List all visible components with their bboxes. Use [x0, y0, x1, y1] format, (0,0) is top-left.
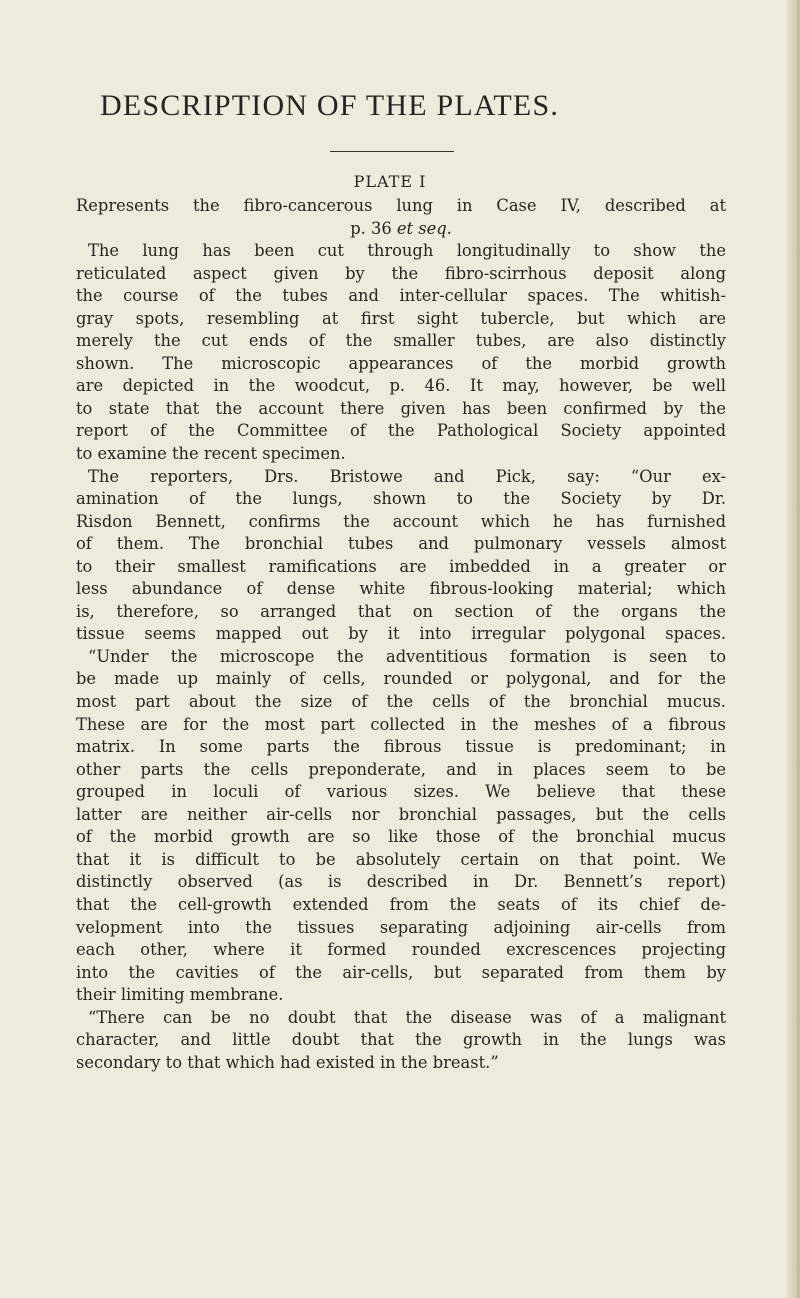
- text-line: their limiting membrane.: [76, 985, 284, 1005]
- text-line: be made up mainly of cells, rounded or polygonal, and for the: [76, 669, 726, 689]
- text-line: distinctly observed (as is described in Dr. Bennett’s report): [76, 872, 726, 892]
- text-line: that it is difficult to be absolutely certain on that point. We: [76, 849, 726, 869]
- plate-title: PLATE I: [353, 172, 427, 191]
- plate-description: [76, 195, 726, 1074]
- text-line: to their smallest ramifications are imbedded in a greater or: [76, 556, 726, 576]
- text-line: that the cell-growth extended from the seats of its chief de-: [76, 894, 726, 914]
- text-line: Represents the fibro-cancerous lung in Case IV, described at: [76, 196, 726, 215]
- text-line: velopment into the tissues separating adjoining air-cells from: [76, 917, 726, 937]
- text-line: latter are neither air-cells nor bronchial passages, but the cells: [76, 804, 726, 824]
- text-line: other parts the cells preponderate, and in places seem to be: [76, 759, 726, 779]
- text-line: These are for the most part collected in the meshes of a fibrous: [76, 714, 726, 734]
- text-line: of the morbid growth are so like those of the bronchial mucus: [76, 827, 726, 847]
- text-line: merely the cut ends of the smaller tubes, are also distinctly: [76, 331, 726, 351]
- text-line: p. 36 et seq.: [350, 218, 452, 238]
- text-line: less abundance of dense white fibrous-looking material; which: [76, 579, 726, 599]
- text-line: The lung has been cut through longitudinally to show the: [88, 241, 726, 261]
- text-line: of them. The bronchial tubes and pulmonary vessels almost: [76, 534, 726, 554]
- heading-rule: [330, 151, 454, 152]
- text-line: gray spots, resembling at first sight tubercle, but which are: [76, 308, 726, 328]
- text-line: reticulated aspect given by the fibro-scirrhous deposit along: [76, 263, 726, 283]
- text-line: most part about the size of the cells of the bronchial mucus.: [76, 692, 726, 712]
- text-line: The reporters, Drs. Bristowe and Pick, say: “Our ex-: [88, 466, 726, 486]
- text-line: is, therefore, so arranged that on section of the organs the: [76, 601, 726, 621]
- text-line: amination of the lungs, shown to the Society by Dr.: [76, 489, 726, 509]
- text-line: each other, where it formed rounded excrescences projecting: [76, 940, 726, 960]
- text-line: are depicted in the woodcut, p. 46. It may, however, be well: [76, 376, 726, 396]
- text-line: to state that the account there given has been confirmed by the: [76, 398, 726, 418]
- text-line: character, and little doubt that the growth in the lungs was: [76, 1030, 726, 1050]
- text-line: tissue seems mapped out by it into irregular polygonal spaces.: [76, 624, 726, 644]
- text-line: the course of the tubes and inter-cellular spaces. The whitish-: [76, 286, 726, 306]
- text-line: matrix. In some parts the fibrous tissue is predominant; in: [76, 737, 726, 757]
- text-line: “There can be no doubt that the disease was of a malignant: [88, 1007, 726, 1027]
- text-line: report of the Committee of the Pathological Society appointed: [76, 421, 726, 441]
- text-line: to examine the recent specimen.: [76, 444, 346, 464]
- page-edge: [786, 0, 800, 1298]
- text-line: shown. The microscopic appearances of the morbid growth: [76, 353, 726, 373]
- text-line: grouped in loculi of various sizes. We believe that these: [76, 782, 726, 802]
- text-line: into the cavities of the air-cells, but separated from them by: [76, 962, 726, 982]
- page-heading: DESCRIPTION OF THE PLATES.: [100, 89, 560, 122]
- text-line: Risdon Bennett, confirms the account which he has furnished: [76, 511, 726, 531]
- text-line: secondary to that which had existed in the breast.”: [76, 1052, 499, 1072]
- text-line: “Under the microscope the adventitious formation is seen to: [88, 646, 726, 666]
